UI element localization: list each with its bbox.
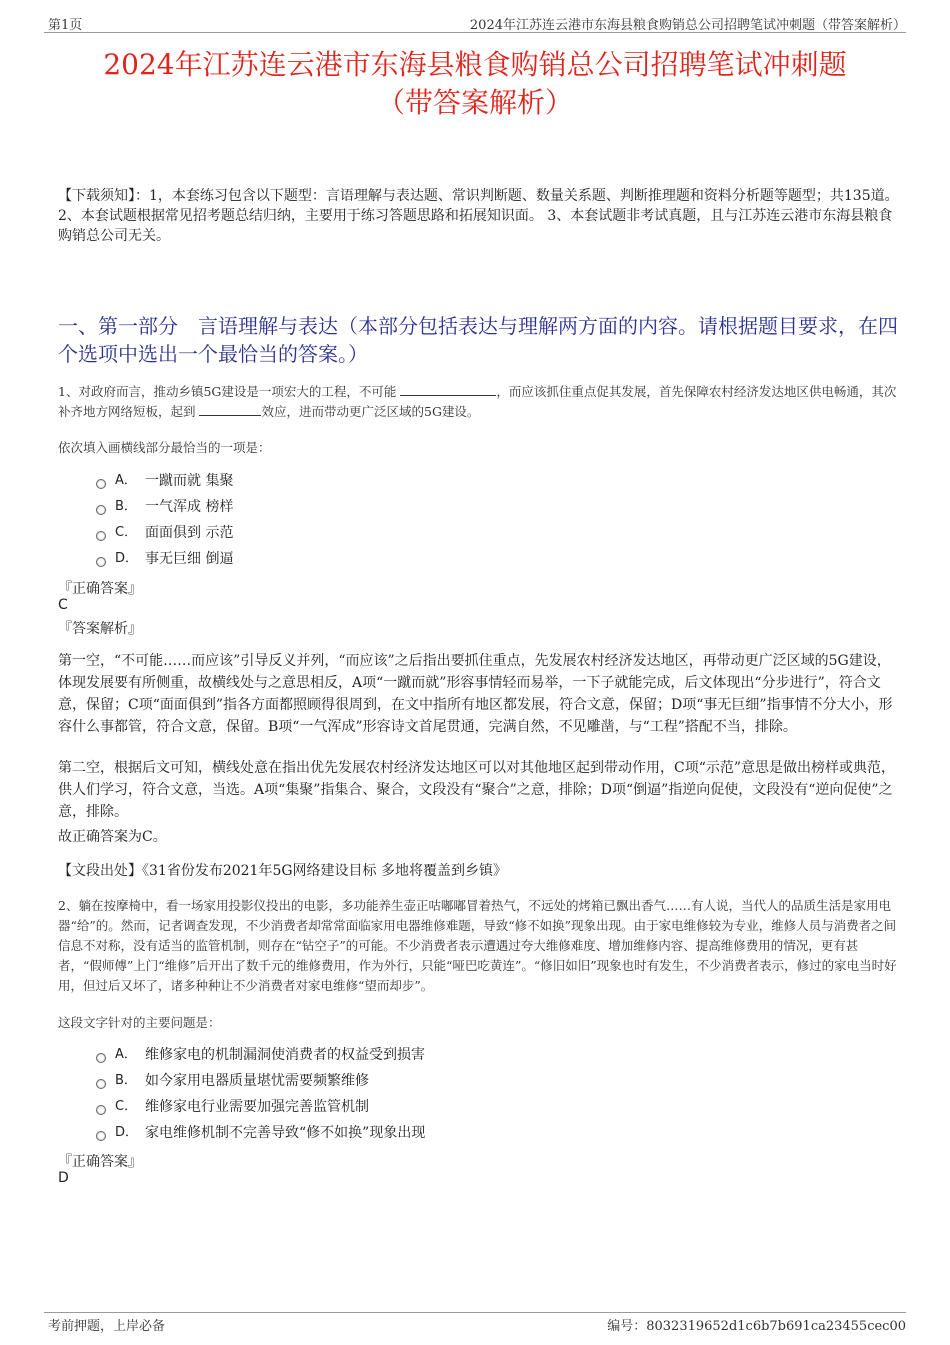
download-notice: 【下载须知】：1，本套练习包含以下题型：言语理解与表达题、常识判断题、数量关系题、判断推理题和资料分析题等题型；共135道。 2、本套试题根据常见招考题总结归纳，主要用于练习答题思路和拓展知识面。 3、本套试题非考试真题，且与江苏连云港市东海县粮食购销总公司无关。 [58, 188, 899, 244]
radio-icon[interactable] [96, 1079, 106, 1089]
question-1-prompt: 依次填入画横线部分最恰当的一项是： [58, 440, 271, 455]
option-letter: A． [115, 1047, 137, 1062]
title-line-1: 2024年江苏连云港市东海县粮食购销总公司招聘笔试冲刺题 [103, 48, 847, 81]
blank-1 [400, 384, 496, 396]
question-1-text-part-c: 效应，进而带动更广泛区域的5G建设。 [261, 404, 480, 419]
analysis-paragraph-1: 第一空，“不可能……而应该”引导反义并列，“而应该”之后指出要抓住重点，先发展农村经济发达地区，再带动更广泛区域的5G建设，体现发展要有所侧重，故横线处与之意思相反，A项“一蹴而就”形容事情轻而易举，一下子就能完成，后文体现出“分步进行”，符合文意，保留；C项“面面俱到”指各方面都照顾得很周到，在文中指所有地区都发展，符合文意，保留；D项“事无巨细”指事情不分大小，形容什么事都管，符合文意，保留。B项“一气浑成”形容诗文首尾贯通，完满自然，不见雕凿，与“工程”搭配不当，排除。 [58, 653, 893, 735]
option-text: 面面俱到 示范 [145, 525, 234, 541]
source-citation: 【文段出处】《31省份发布2021年5G网络建设目标 多地将覆盖到乡镇》 [58, 863, 507, 879]
option-text: 事无巨细 倒逼 [145, 551, 234, 567]
option-text: 家电维修机制不完善导致“修不如换”现象出现 [145, 1125, 426, 1141]
header-divider [44, 32, 906, 33]
question-2-prompt: 这段文字针对的主要问题是： [58, 1015, 221, 1030]
radio-icon[interactable] [96, 557, 106, 567]
radio-icon[interactable] [96, 1131, 106, 1141]
option-a[interactable] [96, 1042, 425, 1068]
option-b[interactable] [96, 1068, 425, 1094]
radio-icon[interactable] [96, 1105, 106, 1115]
option-c[interactable] [96, 520, 233, 546]
option-letter: D． [115, 551, 139, 566]
radio-icon[interactable] [96, 531, 106, 541]
document-title [40, 46, 910, 122]
correct-answer: D [58, 1170, 69, 1186]
correct-answer-label: 『正确答案』 [58, 581, 142, 597]
option-letter: C． [115, 525, 138, 540]
option-c[interactable] [96, 1094, 425, 1120]
question-2-options [96, 1042, 425, 1146]
option-d[interactable] [96, 546, 233, 572]
correct-answer-label: 『正确答案』 [58, 1154, 142, 1170]
option-b[interactable] [96, 494, 233, 520]
option-text: 一气浑成 榜样 [145, 499, 234, 515]
option-letter: D． [115, 1125, 139, 1140]
running-header-title: 2024年江苏连云港市东海县粮食购销总公司招聘笔试冲刺题（带答案解析） [469, 18, 906, 33]
analysis-paragraph-2: 第二空，根据后文可知，横线处意在指出优先发展农村经济发达地区可以对其他地区起到带动作用，C项“示范”意思是做出榜样或典范，供人们学习，符合文意，当选。A项“集聚”指集合、聚合，文段没有“聚合”之意，排除；D项“倒逼”指逆向促使，文段没有“逆向促使”之意，排除。 [58, 760, 896, 820]
question-1-text-part-b: ，而应该抓住重点促其发展，首先保障农村经济发达地区供电畅通，其次补齐地方网络短板，起到 [58, 384, 897, 419]
question-1-options [96, 468, 233, 572]
question-1-text [58, 382, 900, 422]
document-serial-number: 编号：8032319652d1c6b7b691ca23455cec00 [607, 1319, 906, 1334]
footer-divider [44, 1312, 906, 1313]
option-letter: B． [115, 499, 137, 514]
page-number: 第1页 [48, 18, 83, 33]
radio-icon[interactable] [96, 1053, 106, 1063]
analysis-conclusion: 故正确答案为C。 [58, 829, 167, 845]
option-text: 维修家电行业需要加强完善监管机制 [145, 1099, 369, 1115]
option-d[interactable] [96, 1120, 425, 1146]
radio-icon[interactable] [96, 479, 106, 489]
question-2-text: 2、躺在按摩椅中，看一场家用投影仪投出的电影，多功能养生壶正咕嘟嘟冒着热气，不远处的烤箱已飘出香气……有人说，当代人的品质生活是家用电器“给”的。然而，记者调查发现，不少消费者却常常面临家用电器维修难题，导致“修不如换”现象出现。由于家电维修较为专业，维修人员与消费者之间信息不对称，没有适当的监管机制，则存在“钻空子”的可能。不少消费者表示遭遇过夸大维修难度、增加维修内容、提高维修费用的情况，更有甚者，“假师傅”上门“维修”后开出了数千元的维修费用，作为外行，只能“哑巴吃黄连”。“修旧如旧”现象也时有发生，不少消费者表示，修过的家电当时好用，但过后又坏了，诸多种种让不少消费者对家电维修“望而却步”。 [58, 898, 897, 993]
option-text: 如今家用电器质量堪忧需要频繁维修 [145, 1073, 369, 1089]
option-text: 一蹴而就 集聚 [145, 473, 234, 489]
title-line-2: （带答案解析） [376, 86, 573, 119]
question-1-text-part-a: 1、对政府而言，推动乡镇5G建设是一项宏大的工程，不可能 [58, 384, 401, 399]
option-letter: C． [115, 1099, 138, 1114]
option-letter: A． [115, 473, 137, 488]
blank-2 [199, 404, 261, 416]
radio-icon[interactable] [96, 505, 106, 515]
section-heading: 一、第一部分 言语理解与表达（本部分包括表达与理解两方面的内容。请根据题目要求，在四个选项中选出一个最恰当的答案。） [58, 314, 898, 366]
analysis-label: 『答案解析』 [58, 621, 142, 637]
option-letter: B． [115, 1073, 137, 1088]
footer-slogan: 考前押题，上岸必备 [48, 1319, 166, 1334]
correct-answer: C [58, 597, 68, 613]
option-text: 维修家电的机制漏洞使消费者的权益受到损害 [145, 1047, 425, 1063]
option-a[interactable] [96, 468, 233, 494]
